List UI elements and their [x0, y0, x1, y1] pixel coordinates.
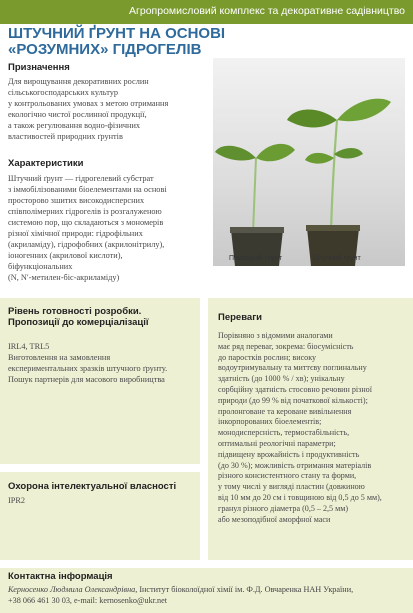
characteristics-text	[8, 173, 167, 283]
readiness-heading-line: Пропозиції до комерціалізації	[8, 317, 149, 328]
characteristics-line: просторово зшитих високодисперсних	[8, 196, 145, 205]
characteristics-line: з іммобілізованими біоелементами на основі	[8, 185, 167, 194]
advantages-panel	[208, 298, 413, 560]
advantages-line: гранул різного діаметра (0,5 – 2,5 мм)	[218, 503, 349, 513]
contact-heading: Контактна інформація	[8, 571, 113, 582]
purpose-line: екологічно чистої рослинної продукції,	[8, 110, 147, 119]
characteristics-line: іоногенних (акрилової кислоти),	[8, 251, 123, 260]
ip-panel	[0, 472, 200, 560]
readiness-line: експериментальних зразків штучного ґрунту.	[8, 364, 168, 373]
advantages-line: або мезоподібної аморфної маси	[218, 514, 331, 524]
characteristics-line: (акриламіду), гідрофобних (акрилонітрилу),	[8, 240, 165, 249]
contact-name: Керносенко Людмила Олександрівна	[8, 585, 136, 594]
advantages-heading: Переваги	[218, 312, 262, 323]
advantages-line: від 10 мм до 20 см і товщиною від 0,5 до 5 мм),	[218, 492, 382, 502]
advantages-line: (до 30 %); можливість отримання матеріалів	[218, 460, 372, 470]
title-line-2: «РОЗУМНИХ» ГІДРОГЕЛІВ	[8, 41, 202, 58]
advantages-line: у тому числі у вигляді пластин (довжиною	[218, 482, 365, 492]
page-title	[8, 26, 258, 58]
characteristics-line: біфункціональних	[8, 262, 73, 271]
caption-artificial-soil: Штучний ґрунт	[313, 255, 361, 262]
advantages-line: пролонговане та кероване вивільнення	[218, 406, 352, 416]
advantages-line: монодисперсність, термостабільність,	[218, 428, 350, 438]
advantages-text	[218, 331, 382, 525]
plant-illustration	[213, 58, 405, 266]
characteristics-line: різної хімічної природи: гідрофільних	[8, 229, 143, 238]
advantages-line: водоутримувальну та миттєву поглинальну	[218, 363, 367, 373]
purpose-text	[8, 76, 168, 142]
caption-natural-soil: Природній ґрунт	[229, 255, 283, 262]
advantages-line: різного консистентного стану та форми,	[218, 471, 357, 481]
purpose-line: у контрольованих умовах з метою отримання	[8, 99, 169, 108]
purpose-line: властивостей природних ґрунтів	[8, 132, 123, 141]
advantages-line: природи (до 99 % від початкової кількості);	[218, 395, 368, 405]
ip-text: IPR2	[8, 496, 26, 505]
contact-panel	[0, 568, 413, 613]
plant-comparison-photo	[213, 58, 405, 266]
characteristics-line: Штучний ґрунт — гідрогелевий субстрат	[8, 174, 154, 183]
advantages-line: підвищену врожайність і продуктивність	[218, 449, 360, 459]
advantages-line: до паростків рослин; високу	[218, 352, 317, 362]
advantages-line: сорбційну здатність стосовно речовин різної	[218, 384, 372, 394]
readiness-line: Виготовлення на замовлення	[8, 353, 111, 362]
advantages-line: має ряд переваг, зокрема: біосумісність	[218, 341, 354, 351]
advantages-line: інкорпорованих біоелементів;	[218, 417, 322, 427]
advantages-line: здатність (до 1000 % / хв); унікальну	[218, 374, 345, 384]
purpose-line: Для вирощування декоративних рослин	[8, 77, 149, 86]
contact-phone-email: +38 066 461 30 03, e-mail: kernosenko@ukr.net	[8, 596, 168, 605]
characteristics-line: співполімерних гідрогелів із розгалуженою	[8, 207, 162, 216]
header-text: Агропромисловий комплекс та декоративне садівництво	[129, 5, 405, 17]
contact-organization: , Інститут біоколоїдної хімії ім. Ф.Д. Овчаренка НАН України,	[135, 585, 354, 594]
advantages-line: Порівняно з відомими аналогами	[218, 331, 333, 340]
title-line-1: ШТУЧНИЙ ҐРУНТ НА ОСНОВІ	[8, 25, 226, 42]
header-bar	[0, 0, 413, 24]
readiness-panel	[0, 298, 200, 464]
characteristics-heading: Характеристики	[8, 158, 84, 169]
purpose-line: а також регулювання водно-фізичних	[8, 121, 141, 130]
ip-heading: Охорона інтелектуальної власності	[8, 481, 177, 492]
advantages-line: оптимальні реологічні параметри;	[218, 438, 336, 448]
readiness-line: Пошук партнерів для масового виробництва	[8, 375, 165, 384]
characteristics-line: системою пор, що складаються з мономерів	[8, 218, 164, 227]
readiness-text	[8, 341, 167, 385]
purpose-heading: Призначення	[8, 62, 70, 73]
purpose-line: сільськогосподарських культур	[8, 88, 119, 97]
readiness-heading-line: Рівень готовності розробки.	[8, 306, 142, 317]
readiness-heading	[8, 306, 149, 328]
characteristics-line: (N, N′-метилен-біс-акриламіду)	[8, 273, 120, 282]
readiness-line: IRL4, TRL5	[8, 342, 50, 351]
contact-person-line	[8, 585, 353, 594]
